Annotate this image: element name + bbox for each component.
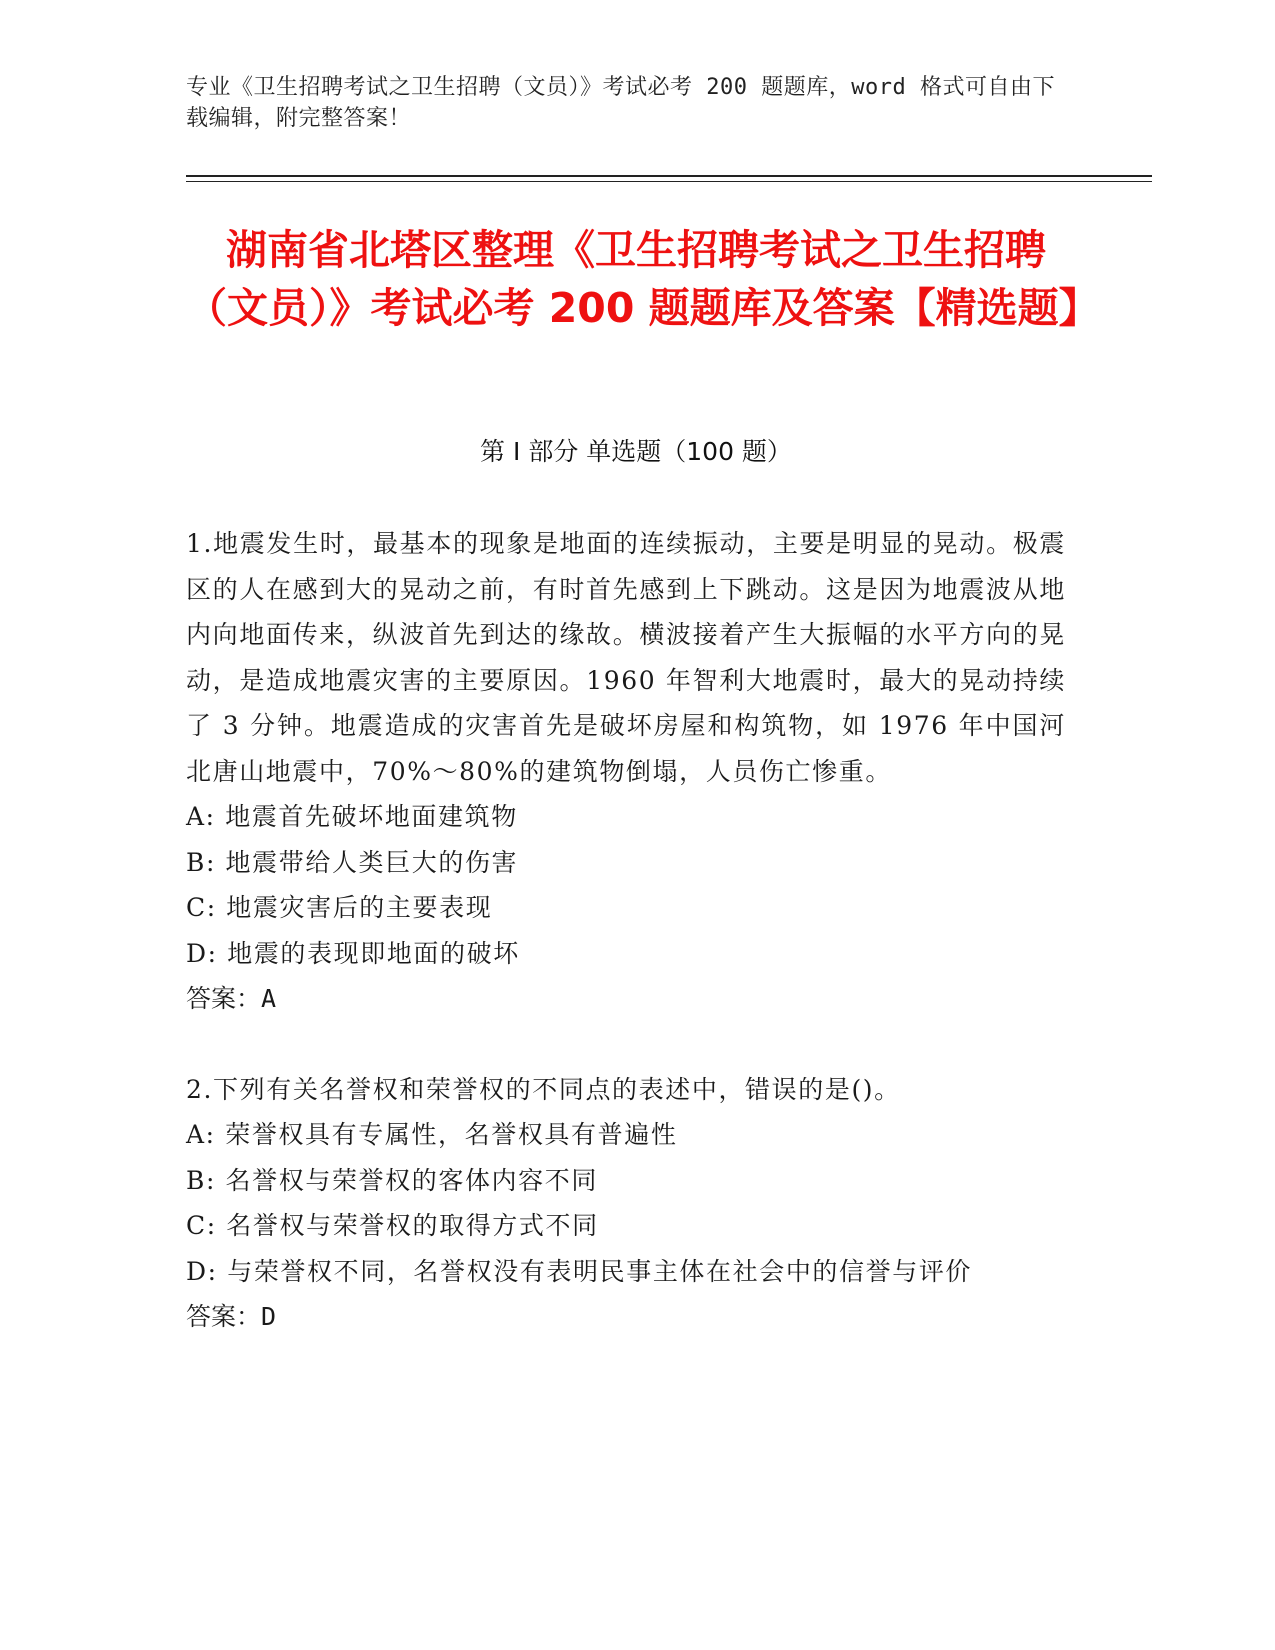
answer-line [186,976,1066,1022]
option-b: B: 地震带给人类巨大的伤害 [186,847,519,877]
option-a: A: 地震首先破坏地面建筑物 [186,802,518,831]
answer-label: 答案： [186,984,262,1013]
header-note: 专业《卫生招聘考试之卫生招聘（文员）》考试必考 200 题题库，word 格式可自由下载编辑，附完整答案！ [186,75,1055,131]
header-divider-thin [186,181,1152,182]
option-c: C: 地震灾害后的主要表现 [186,893,493,922]
option-a: A: 荣誉权具有专属性，名誉权具有普遍性 [186,1120,678,1149]
header-divider-thick [186,175,1152,177]
section-title: 第 I 部分 单选题（100 题） [480,437,792,466]
question-stem: 1.地震发生时，最基本的现象是地面的连续振动，主要是明显的晃动。极震区的人在感到大的晃动之前，有时首先感到上下跳动。这是因为地震波从地内向地面传来，纵波首先到达的缘故。横波接着产生大振幅的水平方向的晃动，是造成地震灾害的主要原因。1960 年智利大地震时，最大的晃动持续了 3 分钟。地震造成的灾害首先是破坏房屋和构筑物，如 1976 年中国河北唐山地震中，70%～80%的建筑物倒塌，人员伤亡惨重。 [186,529,1066,786]
option-d: D: 地震的表现即地面的破坏 [186,938,520,968]
answer-label: 答案： [186,1302,262,1331]
question-2 [186,1067,1066,1340]
question-1 [186,521,1066,1022]
answer-value: D [261,1302,277,1331]
question-stem: 2.下列有关名誉权和荣誉权的不同点的表述中，错误的是()。 [186,1074,901,1104]
document-title: 湖南省北塔区整理《卫生招聘考试之卫生招聘（文员）》考试必考 200 题题库及答案【精选题】 [186,226,1100,332]
option-d: D: 与荣誉权不同，名誉权没有表明民事主体在社会中的信誉与评价 [186,1256,973,1286]
question-list [186,521,1066,1340]
option-b: B: 名誉权与荣誉权的客体内容不同 [186,1165,598,1195]
option-c: C: 名誉权与荣誉权的取得方式不同 [186,1211,599,1240]
answer-line [186,1294,1066,1340]
answer-value: A [261,984,277,1013]
